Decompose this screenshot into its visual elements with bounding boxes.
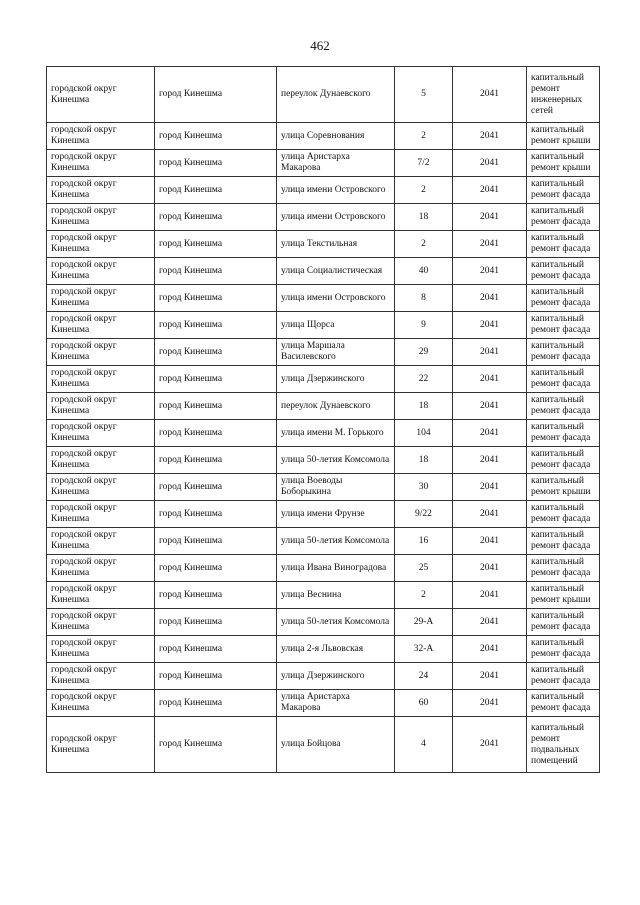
house-number-cell: 18 [395, 447, 453, 474]
municipality-cell: городской округ Кинешма [47, 204, 155, 231]
table-row [47, 67, 600, 123]
year-cell: 2041 [453, 717, 527, 773]
street-cell: улица имени Островского [277, 285, 395, 312]
year-cell: 2041 [453, 312, 527, 339]
work-type-cell: капитальный ремонт фасада [527, 690, 600, 717]
street-cell: улица Ивана Виноградова [277, 555, 395, 582]
street-cell: улица Дзержинского [277, 663, 395, 690]
year-cell: 2041 [453, 690, 527, 717]
year-cell: 2041 [453, 663, 527, 690]
street-cell: улица имени М. Горького [277, 420, 395, 447]
table-row [47, 366, 600, 393]
street-cell: улица Дзержинского [277, 366, 395, 393]
municipality-cell: городской округ Кинешма [47, 690, 155, 717]
city-cell: город Кинешма [155, 177, 277, 204]
table-row [47, 690, 600, 717]
municipality-cell: городской округ Кинешма [47, 555, 155, 582]
work-type-cell: капитальный ремонт фасада [527, 285, 600, 312]
city-cell: город Кинешма [155, 528, 277, 555]
year-cell: 2041 [453, 150, 527, 177]
house-number-cell: 2 [395, 231, 453, 258]
house-number-cell: 60 [395, 690, 453, 717]
house-number-cell: 9 [395, 312, 453, 339]
table-row [47, 312, 600, 339]
municipality-cell: городской округ Кинешма [47, 150, 155, 177]
table-row [47, 231, 600, 258]
table-row [47, 609, 600, 636]
city-cell: город Кинешма [155, 258, 277, 285]
municipality-cell: городской округ Кинешма [47, 67, 155, 123]
city-cell: город Кинешма [155, 393, 277, 420]
municipality-cell: городской округ Кинешма [47, 420, 155, 447]
year-cell: 2041 [453, 555, 527, 582]
city-cell: город Кинешма [155, 285, 277, 312]
street-cell: улица Текстильная [277, 231, 395, 258]
year-cell: 2041 [453, 420, 527, 447]
work-type-cell: капитальный ремонт крыши [527, 123, 600, 150]
house-number-cell: 104 [395, 420, 453, 447]
city-cell: город Кинешма [155, 582, 277, 609]
municipality-cell: городской округ Кинешма [47, 312, 155, 339]
city-cell: город Кинешма [155, 501, 277, 528]
table-row [47, 393, 600, 420]
street-cell: переулок Дунаевского [277, 67, 395, 123]
work-type-cell: капитальный ремонт фасада [527, 366, 600, 393]
municipality-cell: городской округ Кинешма [47, 123, 155, 150]
municipality-cell: городской округ Кинешма [47, 528, 155, 555]
table-row [47, 123, 600, 150]
municipality-cell: городской округ Кинешма [47, 366, 155, 393]
work-type-cell: капитальный ремонт крыши [527, 150, 600, 177]
house-number-cell: 29-А [395, 609, 453, 636]
municipality-cell: городской округ Кинешма [47, 177, 155, 204]
work-type-cell: капитальный ремонт фасада [527, 177, 600, 204]
street-cell: улица Аристарха Макарова [277, 690, 395, 717]
table-row [47, 501, 600, 528]
table-row [47, 285, 600, 312]
house-number-cell: 40 [395, 258, 453, 285]
street-cell: улица Веснина [277, 582, 395, 609]
house-number-cell: 18 [395, 204, 453, 231]
street-cell: улица 2-я Львовская [277, 636, 395, 663]
year-cell: 2041 [453, 285, 527, 312]
house-number-cell: 24 [395, 663, 453, 690]
municipality-cell: городской округ Кинешма [47, 636, 155, 663]
table-row [47, 474, 600, 501]
year-cell: 2041 [453, 366, 527, 393]
house-number-cell: 2 [395, 123, 453, 150]
house-number-cell: 30 [395, 474, 453, 501]
municipality-cell: городской округ Кинешма [47, 339, 155, 366]
municipality-cell: городской округ Кинешма [47, 258, 155, 285]
house-number-cell: 16 [395, 528, 453, 555]
year-cell: 2041 [453, 474, 527, 501]
table-row [47, 447, 600, 474]
municipality-cell: городской округ Кинешма [47, 717, 155, 773]
year-cell: 2041 [453, 528, 527, 555]
street-cell: улица 50-летия Комсомола [277, 447, 395, 474]
house-number-cell: 4 [395, 717, 453, 773]
table-row [47, 636, 600, 663]
work-type-cell: капитальный ремонт фасада [527, 204, 600, 231]
year-cell: 2041 [453, 582, 527, 609]
municipality-cell: городской округ Кинешма [47, 501, 155, 528]
work-type-cell: капитальный ремонт фасада [527, 528, 600, 555]
city-cell: город Кинешма [155, 339, 277, 366]
year-cell: 2041 [453, 204, 527, 231]
table-row [47, 258, 600, 285]
street-cell: улица Воеводы Боборыкина [277, 474, 395, 501]
work-type-cell: капитальный ремонт крыши [527, 582, 600, 609]
street-cell: улица Бойцова [277, 717, 395, 773]
table-row [47, 420, 600, 447]
city-cell: город Кинешма [155, 474, 277, 501]
house-number-cell: 18 [395, 393, 453, 420]
work-type-cell: капитальный ремонт фасада [527, 339, 600, 366]
street-cell: улица имени Фрунзе [277, 501, 395, 528]
work-type-cell: капитальный ремонт фасада [527, 663, 600, 690]
municipality-cell: городской округ Кинешма [47, 285, 155, 312]
table-row [47, 555, 600, 582]
housing-repair-table [46, 66, 600, 773]
work-type-cell: капитальный ремонт фасада [527, 501, 600, 528]
work-type-cell: капитальный ремонт крыши [527, 474, 600, 501]
house-number-cell: 2 [395, 177, 453, 204]
house-number-cell: 25 [395, 555, 453, 582]
year-cell: 2041 [453, 123, 527, 150]
street-cell: улица Соревнования [277, 123, 395, 150]
work-type-cell: капитальный ремонт фасада [527, 555, 600, 582]
year-cell: 2041 [453, 636, 527, 663]
house-number-cell: 29 [395, 339, 453, 366]
table-row [47, 582, 600, 609]
page-number: 462 [310, 38, 330, 53]
city-cell: город Кинешма [155, 555, 277, 582]
municipality-cell: городской округ Кинешма [47, 231, 155, 258]
city-cell: город Кинешма [155, 204, 277, 231]
street-cell: улица Маршала Василевского [277, 339, 395, 366]
house-number-cell: 7/2 [395, 150, 453, 177]
municipality-cell: городской округ Кинешма [47, 609, 155, 636]
city-cell: город Кинешма [155, 447, 277, 474]
street-cell: улица Аристарха Макарова [277, 150, 395, 177]
year-cell: 2041 [453, 258, 527, 285]
work-type-cell: капитальный ремонт фасада [527, 393, 600, 420]
table-row [47, 339, 600, 366]
work-type-cell: капитальный ремонт фасада [527, 447, 600, 474]
municipality-cell: городской округ Кинешма [47, 474, 155, 501]
city-cell: город Кинешма [155, 67, 277, 123]
city-cell: город Кинешма [155, 231, 277, 258]
house-number-cell: 2 [395, 582, 453, 609]
street-cell: улица 50-летия Комсомола [277, 528, 395, 555]
year-cell: 2041 [453, 231, 527, 258]
street-cell: переулок Дунаевского [277, 393, 395, 420]
year-cell: 2041 [453, 501, 527, 528]
street-cell: улица имени Островского [277, 177, 395, 204]
table-body [47, 67, 600, 773]
year-cell: 2041 [453, 447, 527, 474]
table-row [47, 663, 600, 690]
year-cell: 2041 [453, 177, 527, 204]
city-cell: город Кинешма [155, 717, 277, 773]
street-cell: улица Щорса [277, 312, 395, 339]
work-type-cell: капитальный ремонт инженерных сетей [527, 67, 600, 123]
house-number-cell: 9/22 [395, 501, 453, 528]
city-cell: город Кинешма [155, 312, 277, 339]
city-cell: город Кинешма [155, 420, 277, 447]
city-cell: город Кинешма [155, 366, 277, 393]
city-cell: город Кинешма [155, 150, 277, 177]
house-number-cell: 8 [395, 285, 453, 312]
municipality-cell: городской округ Кинешма [47, 393, 155, 420]
table-row [47, 717, 600, 773]
table-row [47, 150, 600, 177]
table-row [47, 528, 600, 555]
work-type-cell: капитальный ремонт фасада [527, 258, 600, 285]
work-type-cell: капитальный ремонт фасада [527, 636, 600, 663]
table-row [47, 177, 600, 204]
house-number-cell: 5 [395, 67, 453, 123]
street-cell: улица 50-летия Комсомола [277, 609, 395, 636]
year-cell: 2041 [453, 393, 527, 420]
municipality-cell: городской округ Кинешма [47, 447, 155, 474]
work-type-cell: капитальный ремонт фасада [527, 312, 600, 339]
year-cell: 2041 [453, 339, 527, 366]
table-row [47, 204, 600, 231]
city-cell: город Кинешма [155, 690, 277, 717]
city-cell: город Кинешма [155, 663, 277, 690]
city-cell: город Кинешма [155, 123, 277, 150]
work-type-cell: капитальный ремонт фасада [527, 231, 600, 258]
year-cell: 2041 [453, 609, 527, 636]
house-number-cell: 22 [395, 366, 453, 393]
city-cell: город Кинешма [155, 609, 277, 636]
work-type-cell: капитальный ремонт подвальных помещений [527, 717, 600, 773]
work-type-cell: капитальный ремонт фасада [527, 609, 600, 636]
year-cell: 2041 [453, 67, 527, 123]
city-cell: город Кинешма [155, 636, 277, 663]
work-type-cell: капитальный ремонт фасада [527, 420, 600, 447]
municipality-cell: городской округ Кинешма [47, 582, 155, 609]
municipality-cell: городской округ Кинешма [47, 663, 155, 690]
street-cell: улица имени Островского [277, 204, 395, 231]
street-cell: улица Социалистическая [277, 258, 395, 285]
house-number-cell: 32-А [395, 636, 453, 663]
